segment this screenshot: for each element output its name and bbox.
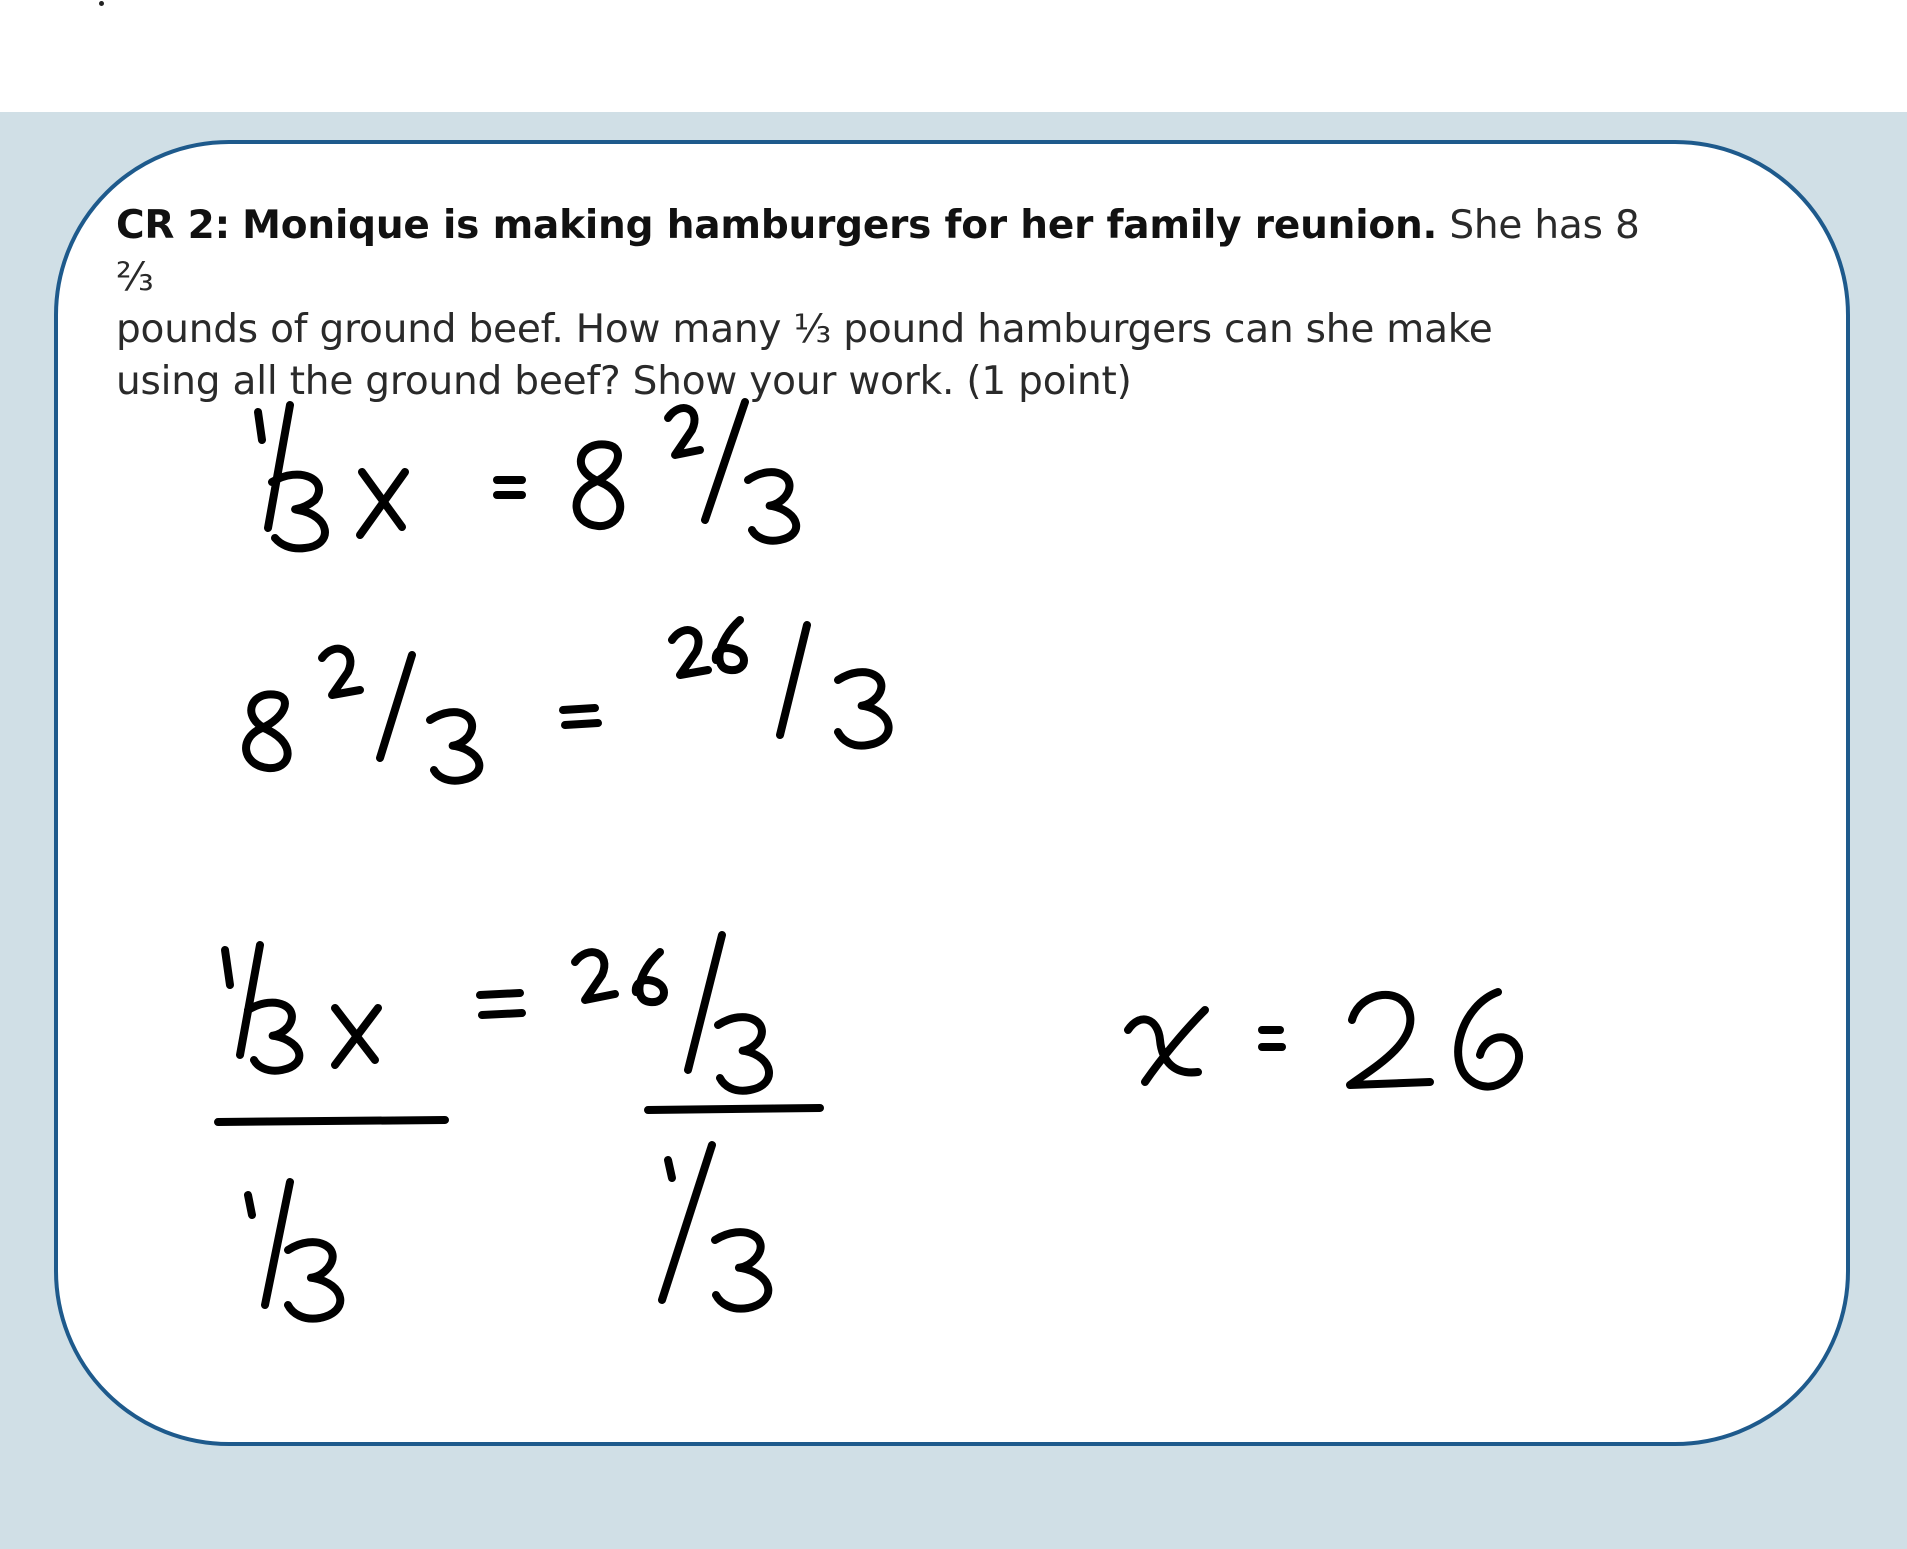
question-line-3: using all the ground beef? Show your work. (1 point)	[116, 359, 1132, 404]
step-2-equation	[246, 620, 889, 781]
question-line1-rest: She has 8 ⅔	[116, 203, 1640, 300]
question-line-2: pounds of ground beef. How many ⅓ pound hamburgers can she make	[116, 307, 1493, 352]
question-bold-text: Monique is making hamburgers for her family reunion.	[242, 203, 1438, 248]
step-3-equation	[218, 935, 820, 1319]
step-1-equation	[258, 402, 796, 548]
answer-equation	[1128, 992, 1519, 1087]
question-label: CR 2:	[116, 203, 230, 248]
